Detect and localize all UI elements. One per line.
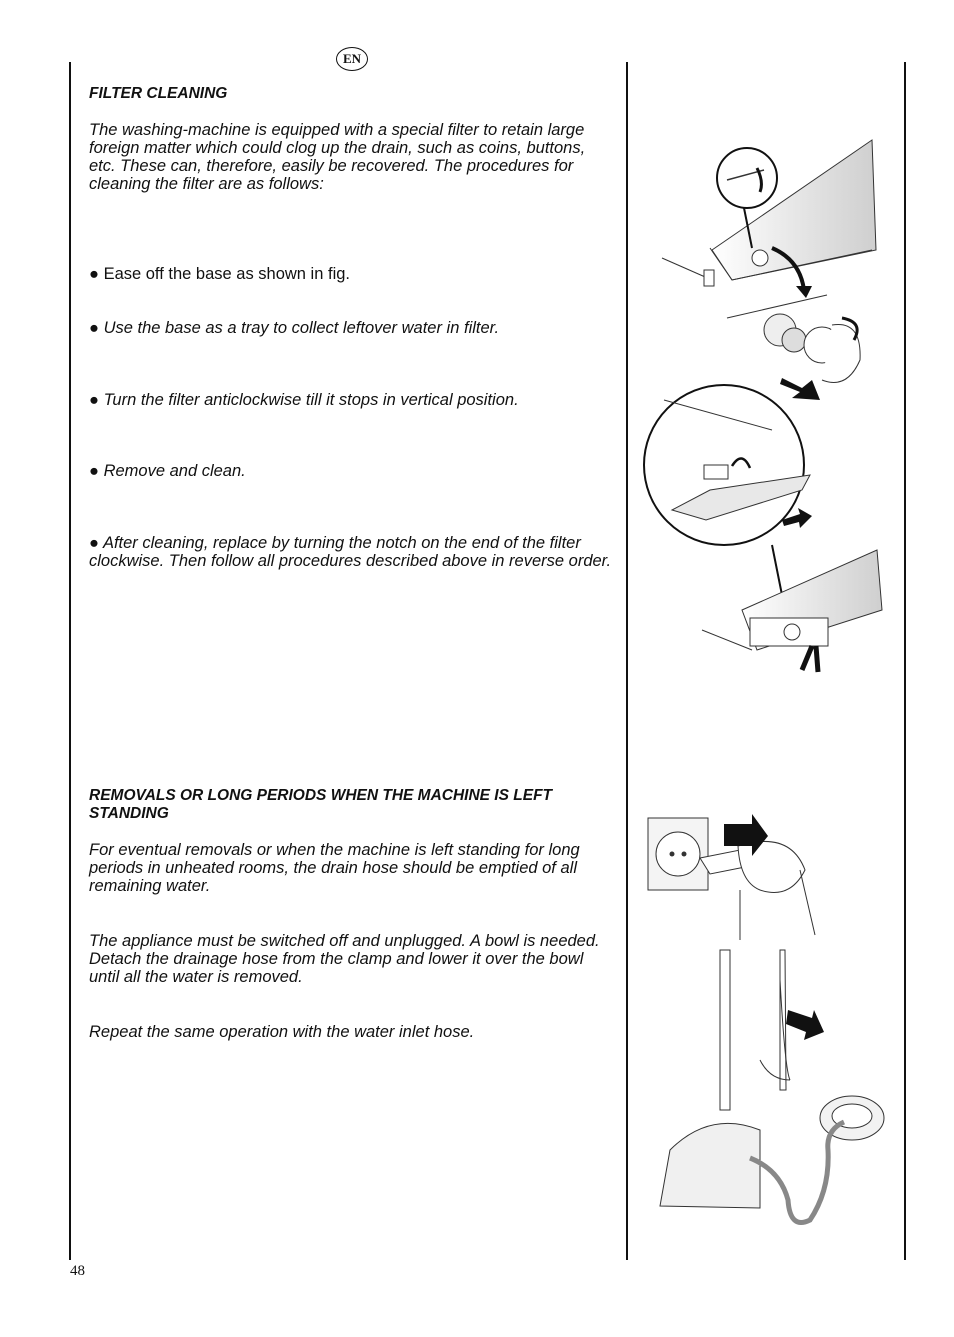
right-margin-rule [904, 62, 906, 1260]
removals-heading: REMOVALS OR LONG PERIODS WHEN THE MACHINE IS LEFT STANDING [89, 787, 553, 822]
removals-illustration [640, 810, 900, 1250]
bullet-icon: ● [89, 391, 99, 409]
bullet-icon: ● [89, 319, 99, 337]
filter-step-text: Turn the filter anticlockwise till it stops in vertical position. [103, 391, 519, 409]
filter-step-2 [89, 319, 614, 337]
bullet-icon: ● [89, 462, 99, 480]
pull-arrow-icon [780, 378, 820, 400]
filter-step-text: After cleaning, replace by turning the notch on the end of the filter clockwise. Then follow all procedures described above in reverse order. [89, 534, 612, 570]
filter-step-text: Remove and clean. [103, 462, 246, 480]
page-number: 48 [70, 1263, 85, 1279]
zoom-detail-icon [717, 148, 777, 208]
removals-paragraph-1: For eventual removals or when the machine is left standing for long periods in unheated rooms, the drain hose should be emptied of all remaining water. [89, 841, 580, 895]
filter-cleaning-heading: FILTER CLEANING [89, 85, 228, 102]
left-margin-rule [69, 62, 71, 1260]
filter-cleaning-illustration [632, 130, 900, 680]
language-badge: EN [336, 47, 368, 71]
bullet-icon: ● [89, 534, 99, 552]
removals-paragraph-3: Repeat the same operation with the water inlet hose. [89, 1023, 475, 1041]
bullet-icon: ● [89, 265, 99, 283]
filter-intro-paragraph: The washing-machine is equipped with a special filter to retain large foreign matter which could clog up the drain, such as coins, buttons, etc. These can, therefore, easily be recovered. The procedures for cleaning the filter are as follows: [89, 121, 586, 193]
arrow-right-icon [786, 1010, 824, 1040]
filter-step-text: Ease off the base as shown in fig. [103, 265, 350, 283]
filter-step-5 [89, 534, 614, 570]
removals-paragraph-2: The appliance must be switched off and unplugged. A bowl is needed. Detach the drainage hose from the clamp and lower it over the bowl until all the water is removed. [89, 932, 600, 986]
filter-step-1 [89, 265, 614, 283]
filter-step-text: Use the base as a tray to collect leftover water in filter. [103, 319, 500, 337]
center-column-rule [626, 62, 628, 1260]
filter-step-3 [89, 391, 614, 409]
lift-arrow-icon [802, 646, 818, 672]
hose-icon [750, 1122, 844, 1223]
filter-step-4 [89, 462, 614, 480]
